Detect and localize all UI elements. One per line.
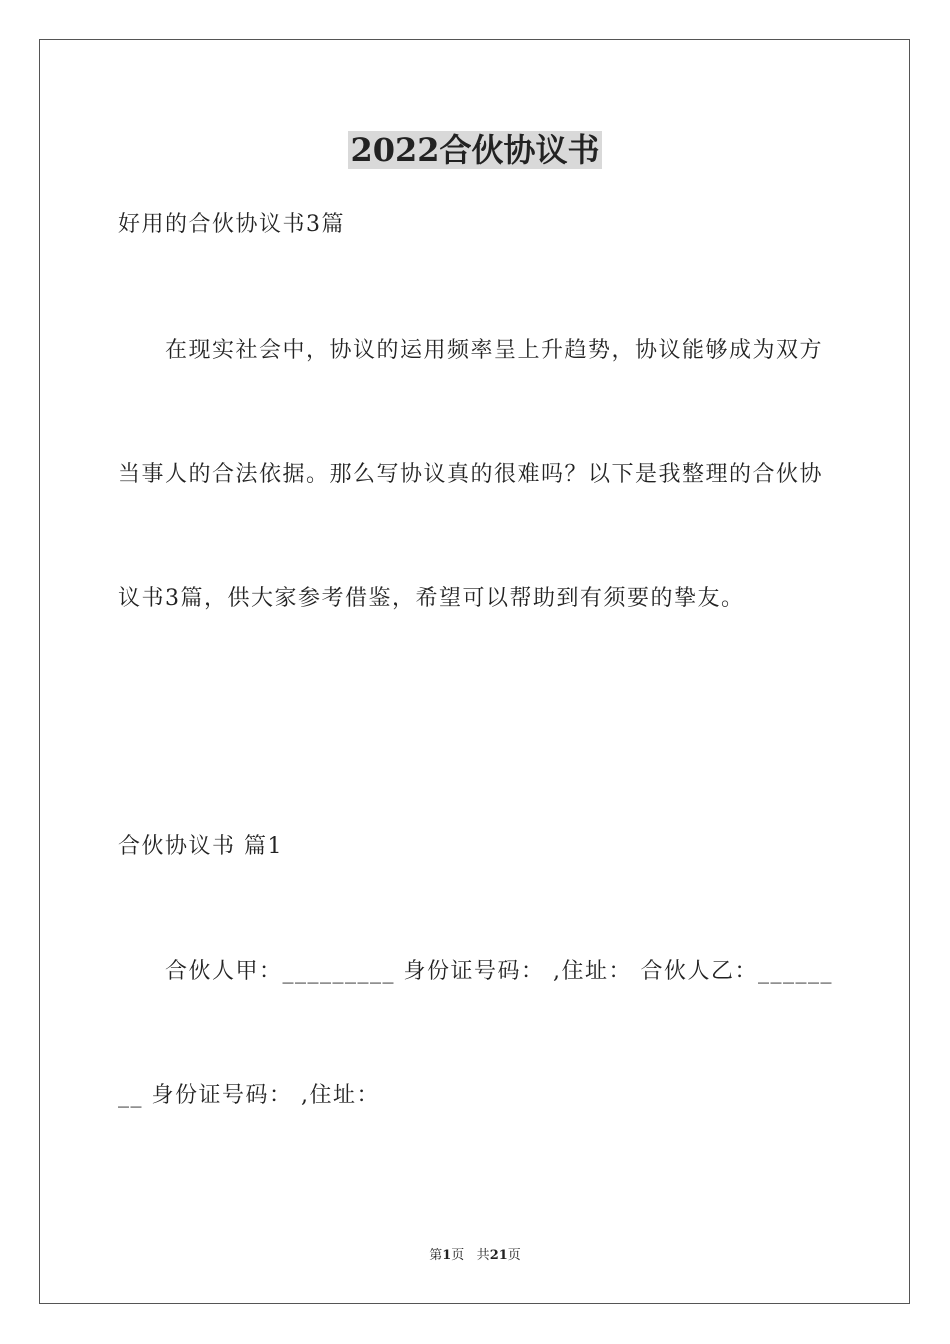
party-line-2: __ 身份证号码： ,住址：	[118, 1083, 380, 1108]
footer-page-total: 21	[489, 1248, 508, 1263]
party-line-1: 合伙人甲：_________ 身份证号码： ,住址： 合伙人乙：______	[165, 959, 833, 984]
footer-page-prefix: 第	[429, 1248, 443, 1263]
intro-line-1: 在现实社会中，协议的运用频率呈上升趋势，协议能够成为双方	[165, 338, 824, 363]
page-footer	[0, 1246, 950, 1266]
footer-total-suffix: 页	[507, 1248, 521, 1263]
document-title	[0, 128, 950, 172]
footer-page-current: 1	[442, 1248, 452, 1263]
intro-line-2: 当事人的合法依据。那么写协议真的很难吗？以下是我整理的合伙协	[118, 462, 824, 487]
footer-page-suffix: 页	[451, 1248, 465, 1263]
intro-line-3: 议书3篇，供大家参考借鉴，希望可以帮助到有须要的挚友。	[118, 586, 745, 611]
document-title-text: 2022合伙协议书	[350, 131, 600, 169]
document-subtitle: 好用的合伙协议书3篇	[118, 212, 345, 237]
footer-total-prefix: 共	[476, 1248, 490, 1263]
section-heading: 合伙协议书 篇1	[118, 834, 283, 859]
